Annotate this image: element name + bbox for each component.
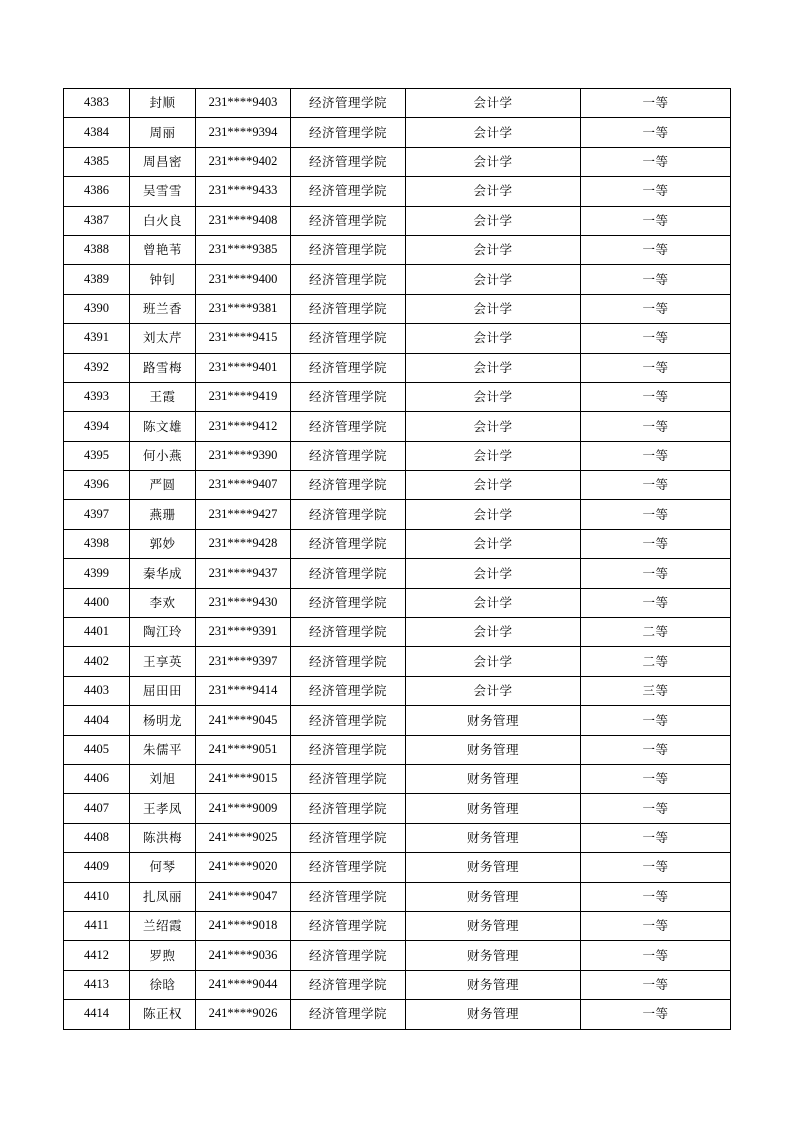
cell-id-number: 231****9390 [196, 441, 291, 470]
cell-college: 经济管理学院 [291, 823, 406, 852]
cell-college: 经济管理学院 [291, 1000, 406, 1029]
cell-sequence: 4384 [64, 118, 130, 147]
cell-id-number: 231****9400 [196, 265, 291, 294]
cell-college: 经济管理学院 [291, 294, 406, 323]
cell-college: 经济管理学院 [291, 764, 406, 793]
table-row [64, 471, 731, 500]
cell-award-level: 一等 [581, 706, 731, 735]
cell-id-number: 231****9391 [196, 618, 291, 647]
cell-name: 严圆 [130, 471, 196, 500]
cell-name: 屈田田 [130, 676, 196, 705]
cell-college: 经济管理学院 [291, 118, 406, 147]
cell-major: 会计学 [406, 412, 581, 441]
cell-college: 经济管理学院 [291, 706, 406, 735]
cell-sequence: 4400 [64, 588, 130, 617]
cell-name: 燕珊 [130, 500, 196, 529]
cell-sequence: 4386 [64, 177, 130, 206]
cell-id-number: 231****9407 [196, 471, 291, 500]
cell-id-number: 231****9412 [196, 412, 291, 441]
cell-sequence: 4401 [64, 618, 130, 647]
cell-sequence: 4410 [64, 882, 130, 911]
table-row [64, 735, 731, 764]
cell-college: 经济管理学院 [291, 441, 406, 470]
cell-sequence: 4403 [64, 676, 130, 705]
cell-name: 吴雪雪 [130, 177, 196, 206]
cell-id-number: 231****9401 [196, 353, 291, 382]
cell-sequence: 4393 [64, 382, 130, 411]
cell-id-number: 231****9381 [196, 294, 291, 323]
cell-id-number: 241****9018 [196, 911, 291, 940]
cell-sequence: 4395 [64, 441, 130, 470]
cell-name: 刘旭 [130, 764, 196, 793]
cell-major: 会计学 [406, 177, 581, 206]
cell-major: 财务管理 [406, 882, 581, 911]
cell-college: 经济管理学院 [291, 794, 406, 823]
cell-major: 会计学 [406, 676, 581, 705]
cell-id-number: 241****9020 [196, 853, 291, 882]
cell-award-level: 一等 [581, 941, 731, 970]
cell-major: 财务管理 [406, 853, 581, 882]
cell-major: 会计学 [406, 353, 581, 382]
cell-major: 会计学 [406, 529, 581, 558]
table-row [64, 353, 731, 382]
cell-sequence: 4413 [64, 970, 130, 999]
cell-sequence: 4389 [64, 265, 130, 294]
cell-major: 财务管理 [406, 941, 581, 970]
cell-award-level: 一等 [581, 412, 731, 441]
cell-name: 封顺 [130, 89, 196, 118]
cell-major: 财务管理 [406, 794, 581, 823]
cell-sequence: 4408 [64, 823, 130, 852]
table-row [64, 853, 731, 882]
cell-award-level: 一等 [581, 882, 731, 911]
cell-id-number: 241****9025 [196, 823, 291, 852]
cell-college: 经济管理学院 [291, 471, 406, 500]
cell-major: 会计学 [406, 382, 581, 411]
table-row [64, 970, 731, 999]
cell-sequence: 4385 [64, 147, 130, 176]
cell-college: 经济管理学院 [291, 735, 406, 764]
cell-college: 经济管理学院 [291, 89, 406, 118]
cell-major: 财务管理 [406, 823, 581, 852]
cell-name: 朱儒平 [130, 735, 196, 764]
cell-id-number: 241****9015 [196, 764, 291, 793]
cell-name: 陈正权 [130, 1000, 196, 1029]
cell-major: 财务管理 [406, 1000, 581, 1029]
table-row [64, 941, 731, 970]
cell-major: 财务管理 [406, 735, 581, 764]
cell-major: 会计学 [406, 265, 581, 294]
cell-college: 经济管理学院 [291, 941, 406, 970]
cell-award-level: 一等 [581, 764, 731, 793]
cell-sequence: 4414 [64, 1000, 130, 1029]
cell-sequence: 4405 [64, 735, 130, 764]
cell-sequence: 4394 [64, 412, 130, 441]
cell-sequence: 4383 [64, 89, 130, 118]
cell-name: 杨明龙 [130, 706, 196, 735]
cell-name: 曾艳苇 [130, 235, 196, 264]
cell-id-number: 231****9403 [196, 89, 291, 118]
cell-award-level: 二等 [581, 647, 731, 676]
cell-college: 经济管理学院 [291, 353, 406, 382]
cell-college: 经济管理学院 [291, 676, 406, 705]
table-row [64, 177, 731, 206]
cell-name: 王享英 [130, 647, 196, 676]
cell-major: 会计学 [406, 147, 581, 176]
cell-name: 李欢 [130, 588, 196, 617]
cell-name: 钟钊 [130, 265, 196, 294]
cell-major: 会计学 [406, 235, 581, 264]
cell-sequence: 4388 [64, 235, 130, 264]
cell-sequence: 4402 [64, 647, 130, 676]
cell-award-level: 一等 [581, 735, 731, 764]
cell-college: 经济管理学院 [291, 911, 406, 940]
cell-id-number: 241****9045 [196, 706, 291, 735]
cell-sequence: 4391 [64, 324, 130, 353]
cell-major: 会计学 [406, 647, 581, 676]
cell-sequence: 4399 [64, 559, 130, 588]
cell-name: 路雪梅 [130, 353, 196, 382]
cell-sequence: 4397 [64, 500, 130, 529]
cell-id-number: 231****9397 [196, 647, 291, 676]
table-row [64, 794, 731, 823]
cell-name: 何小燕 [130, 441, 196, 470]
cell-college: 经济管理学院 [291, 882, 406, 911]
cell-name: 陈洪梅 [130, 823, 196, 852]
cell-award-level: 一等 [581, 471, 731, 500]
cell-sequence: 4392 [64, 353, 130, 382]
cell-sequence: 4404 [64, 706, 130, 735]
cell-award-level: 二等 [581, 618, 731, 647]
cell-college: 经济管理学院 [291, 412, 406, 441]
cell-id-number: 241****9026 [196, 1000, 291, 1029]
cell-id-number: 231****9428 [196, 529, 291, 558]
cell-name: 兰绍霞 [130, 911, 196, 940]
cell-sequence: 4390 [64, 294, 130, 323]
table-row [64, 265, 731, 294]
table-row [64, 1000, 731, 1029]
table-row [64, 235, 731, 264]
cell-award-level: 一等 [581, 441, 731, 470]
cell-college: 经济管理学院 [291, 147, 406, 176]
table-row [64, 412, 731, 441]
cell-id-number: 231****9419 [196, 382, 291, 411]
cell-name: 陈文雄 [130, 412, 196, 441]
table-row [64, 529, 731, 558]
cell-id-number: 231****9430 [196, 588, 291, 617]
cell-major: 财务管理 [406, 706, 581, 735]
cell-major: 会计学 [406, 324, 581, 353]
table-row [64, 676, 731, 705]
cell-major: 财务管理 [406, 970, 581, 999]
cell-name: 陶江玲 [130, 618, 196, 647]
cell-major: 会计学 [406, 294, 581, 323]
cell-name: 班兰香 [130, 294, 196, 323]
cell-award-level: 一等 [581, 559, 731, 588]
cell-major: 会计学 [406, 118, 581, 147]
cell-college: 经济管理学院 [291, 382, 406, 411]
cell-award-level: 一等 [581, 353, 731, 382]
cell-college: 经济管理学院 [291, 853, 406, 882]
cell-id-number: 241****9047 [196, 882, 291, 911]
cell-sequence: 4412 [64, 941, 130, 970]
cell-college: 经济管理学院 [291, 235, 406, 264]
cell-award-level: 一等 [581, 823, 731, 852]
table-row [64, 118, 731, 147]
cell-id-number: 241****9036 [196, 941, 291, 970]
cell-id-number: 231****9408 [196, 206, 291, 235]
table-row [64, 559, 731, 588]
table-row [64, 823, 731, 852]
cell-sequence: 4406 [64, 764, 130, 793]
cell-major: 财务管理 [406, 764, 581, 793]
cell-college: 经济管理学院 [291, 559, 406, 588]
cell-name: 刘太芹 [130, 324, 196, 353]
cell-major: 会计学 [406, 471, 581, 500]
cell-id-number: 231****9433 [196, 177, 291, 206]
cell-college: 经济管理学院 [291, 529, 406, 558]
cell-sequence: 4396 [64, 471, 130, 500]
table-body [64, 89, 731, 1030]
cell-award-level: 一等 [581, 1000, 731, 1029]
cell-college: 经济管理学院 [291, 618, 406, 647]
cell-award-level: 一等 [581, 588, 731, 617]
table-row [64, 911, 731, 940]
cell-award-level: 一等 [581, 500, 731, 529]
cell-sequence: 4409 [64, 853, 130, 882]
cell-id-number: 241****9044 [196, 970, 291, 999]
cell-name: 徐晗 [130, 970, 196, 999]
table-row [64, 764, 731, 793]
cell-major: 会计学 [406, 441, 581, 470]
cell-award-level: 一等 [581, 382, 731, 411]
cell-name: 何琴 [130, 853, 196, 882]
cell-college: 经济管理学院 [291, 588, 406, 617]
cell-major: 会计学 [406, 618, 581, 647]
cell-award-level: 一等 [581, 970, 731, 999]
cell-sequence: 4411 [64, 911, 130, 940]
cell-major: 会计学 [406, 89, 581, 118]
cell-award-level: 一等 [581, 147, 731, 176]
table-row [64, 206, 731, 235]
cell-name: 王孝凤 [130, 794, 196, 823]
cell-name: 扎凤丽 [130, 882, 196, 911]
table-row [64, 147, 731, 176]
cell-id-number: 231****9394 [196, 118, 291, 147]
cell-name: 白火良 [130, 206, 196, 235]
table-row [64, 441, 731, 470]
cell-major: 会计学 [406, 588, 581, 617]
cell-major: 会计学 [406, 206, 581, 235]
scholarship-roster-table [63, 88, 731, 1030]
cell-name: 王霞 [130, 382, 196, 411]
cell-name: 秦华成 [130, 559, 196, 588]
cell-id-number: 231****9385 [196, 235, 291, 264]
cell-award-level: 一等 [581, 294, 731, 323]
cell-award-level: 一等 [581, 265, 731, 294]
cell-id-number: 241****9009 [196, 794, 291, 823]
cell-college: 经济管理学院 [291, 177, 406, 206]
table-row [64, 89, 731, 118]
cell-major: 会计学 [406, 500, 581, 529]
table-row [64, 706, 731, 735]
cell-award-level: 一等 [581, 794, 731, 823]
cell-award-level: 一等 [581, 177, 731, 206]
cell-id-number: 241****9051 [196, 735, 291, 764]
cell-name: 郭妙 [130, 529, 196, 558]
cell-name: 周昌密 [130, 147, 196, 176]
cell-college: 经济管理学院 [291, 970, 406, 999]
table-row [64, 647, 731, 676]
table-row [64, 618, 731, 647]
cell-id-number: 231****9415 [196, 324, 291, 353]
cell-name: 周丽 [130, 118, 196, 147]
cell-college: 经济管理学院 [291, 324, 406, 353]
cell-id-number: 231****9437 [196, 559, 291, 588]
cell-id-number: 231****9414 [196, 676, 291, 705]
cell-college: 经济管理学院 [291, 500, 406, 529]
cell-major: 会计学 [406, 559, 581, 588]
cell-award-level: 一等 [581, 911, 731, 940]
cell-sequence: 4398 [64, 529, 130, 558]
cell-college: 经济管理学院 [291, 265, 406, 294]
cell-sequence: 4387 [64, 206, 130, 235]
cell-college: 经济管理学院 [291, 206, 406, 235]
table-row [64, 588, 731, 617]
cell-college: 经济管理学院 [291, 647, 406, 676]
cell-award-level: 一等 [581, 324, 731, 353]
cell-award-level: 一等 [581, 529, 731, 558]
cell-id-number: 231****9427 [196, 500, 291, 529]
table-row [64, 324, 731, 353]
table-row [64, 882, 731, 911]
cell-award-level: 一等 [581, 118, 731, 147]
cell-id-number: 231****9402 [196, 147, 291, 176]
cell-award-level: 一等 [581, 853, 731, 882]
table-row [64, 500, 731, 529]
cell-award-level: 一等 [581, 235, 731, 264]
cell-sequence: 4407 [64, 794, 130, 823]
table-row [64, 294, 731, 323]
cell-award-level: 一等 [581, 89, 731, 118]
table-row [64, 382, 731, 411]
cell-award-level: 三等 [581, 676, 731, 705]
cell-award-level: 一等 [581, 206, 731, 235]
cell-name: 罗煦 [130, 941, 196, 970]
cell-major: 财务管理 [406, 911, 581, 940]
